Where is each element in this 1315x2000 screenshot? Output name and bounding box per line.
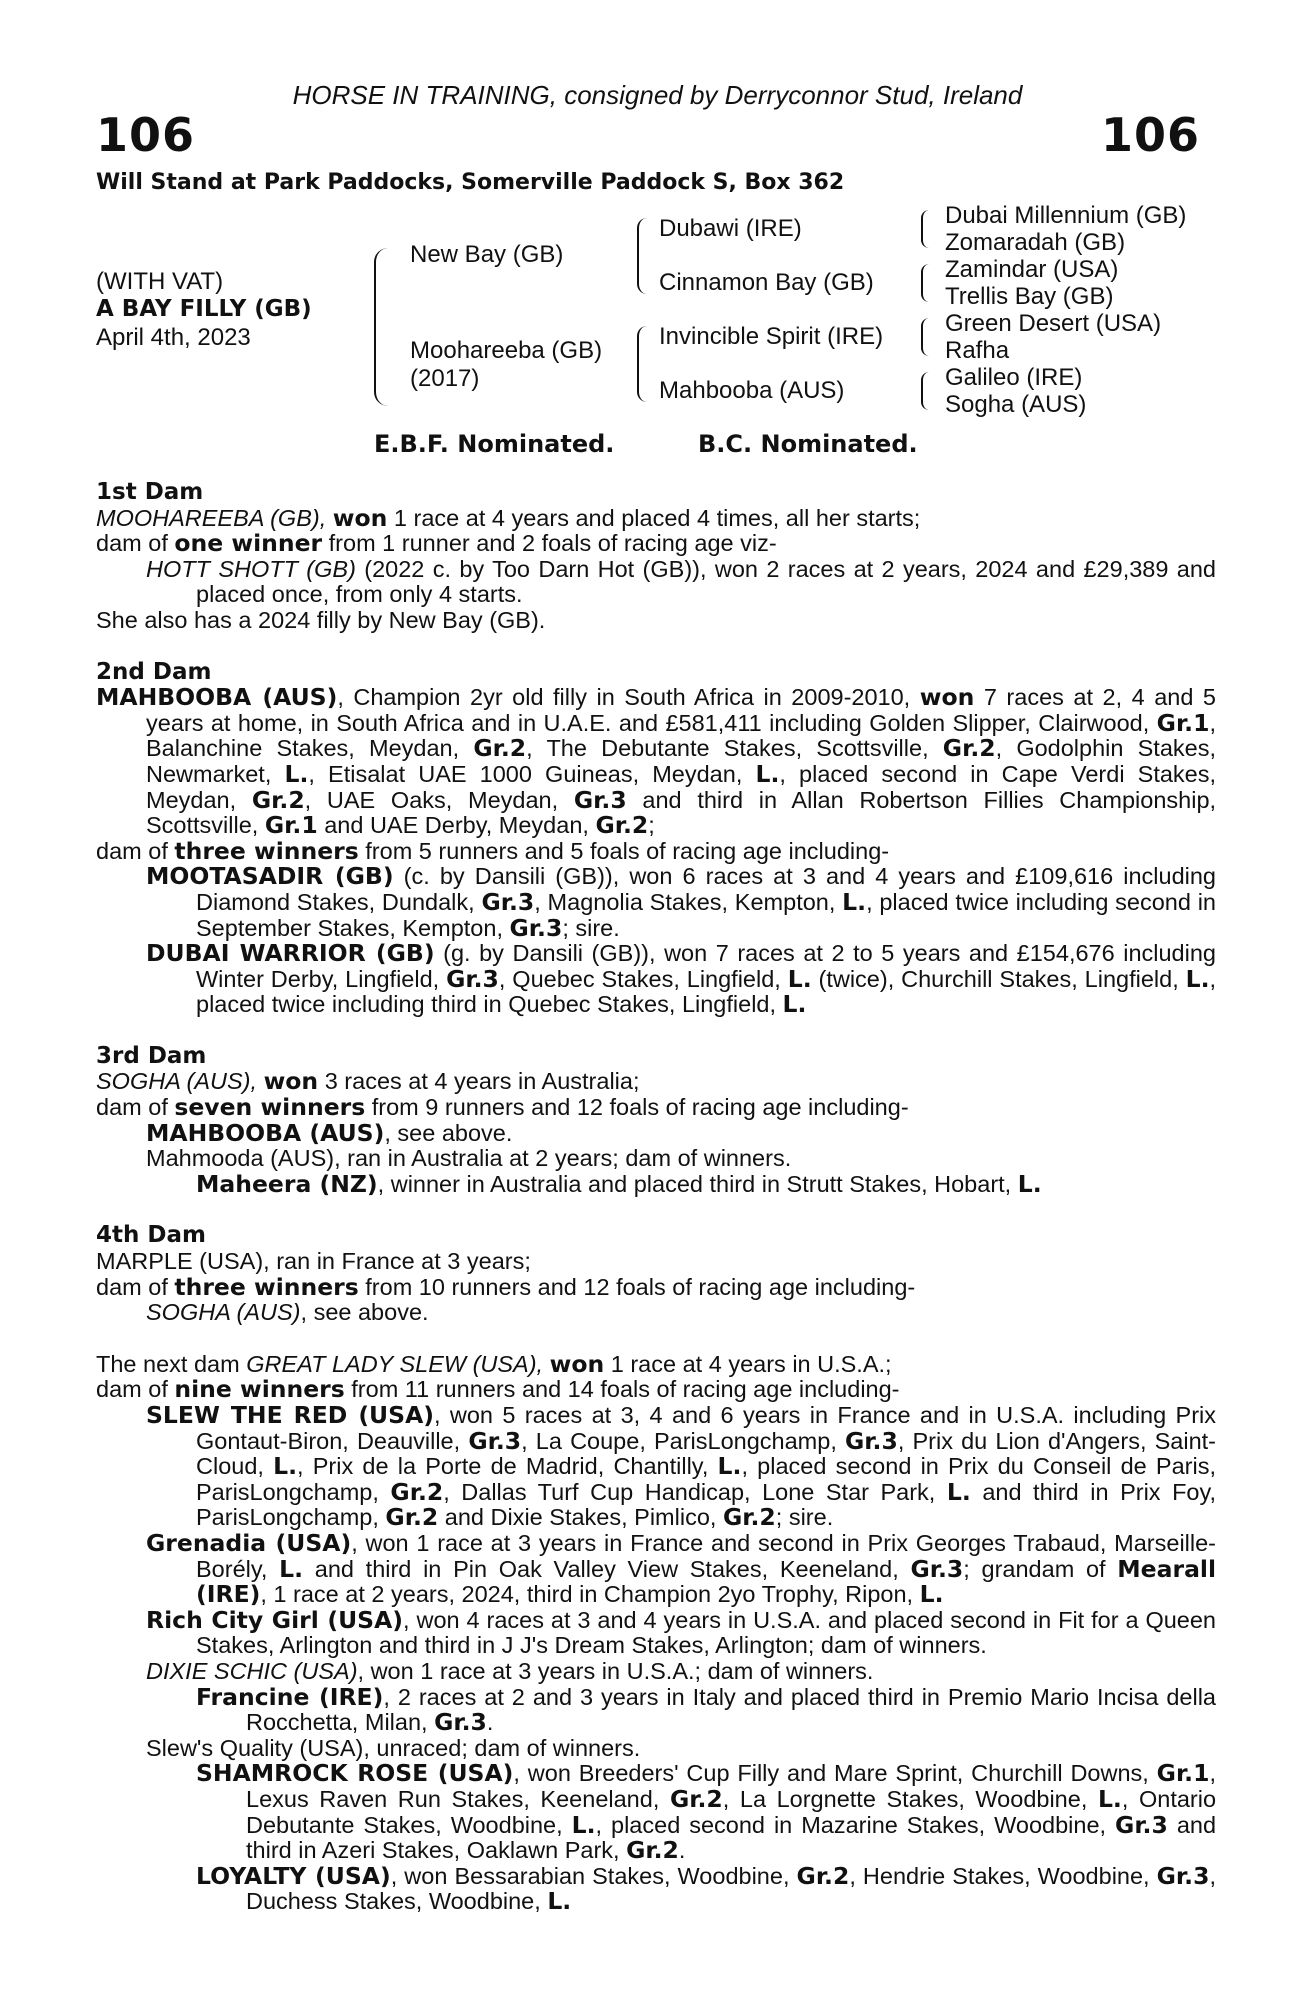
bold-text: Gr.2 <box>796 1861 850 1890</box>
bold-text: nine winners <box>174 1375 345 1404</box>
bold-text: MAHBOOBA (AUS) <box>96 683 338 712</box>
first-dam-progeny <box>96 557 1216 608</box>
text-run: and third in Azeri Stakes, Oaklawn Park, <box>246 1811 1217 1864</box>
text-run: and UAE Derby, Meydan, <box>324 812 589 839</box>
text-run: (g. by Dansili (GB)), won 7 races at 2 to 5 years and £154,676 including Winter Derby, Lingfield, <box>196 940 1216 992</box>
text-run: , placed twice including third in Quebec Stakes, Lingfield, <box>196 965 1217 1018</box>
bold-text: MAHBOOBA (AUS) <box>146 1118 385 1147</box>
bold-text: Gr.1 <box>264 811 318 840</box>
bold-text: L. <box>571 1810 596 1839</box>
sss: Dubai Millennium (GB) <box>945 202 1187 229</box>
bold-text: L. <box>946 1477 971 1506</box>
text-run: , Balanchine Stakes, Meydan, <box>146 709 1216 762</box>
progeny-mootasadir <box>96 864 1216 941</box>
text-run: , won 5 races at 3, 4 and 6 years in France and in U.S.A. including Prix Gontaut-Biron, Deauville, <box>196 1402 1217 1454</box>
text-run: . <box>678 1837 686 1864</box>
brace-main <box>374 248 388 406</box>
bold-text: won <box>919 683 975 712</box>
bold-text: won <box>263 1067 319 1096</box>
bold-text: L. <box>279 1554 304 1583</box>
progeny-francine <box>96 1682 1217 1737</box>
first-dam-produce <box>96 531 1216 557</box>
dds: Galileo (IRE) <box>945 364 1083 391</box>
bold-text: Gr.2 <box>669 1784 723 1813</box>
text-run: , 1 race at 2 years, 2024, third in Champion 2yo Trophy, Ripon, <box>260 1581 914 1608</box>
bold-text: Gr.3 <box>910 1554 964 1583</box>
bold-text: one winner <box>174 529 323 558</box>
text-run: ; sire. <box>775 1504 834 1531</box>
brace-sd <box>921 264 929 302</box>
consignment-line: HORSE IN TRAINING, consigned by Derryconnor Stud, Ireland <box>292 80 1023 110</box>
bold-text: Gr.2 <box>385 1503 439 1532</box>
italic-text: GREAT LADY SLEW (USA), <box>246 1350 544 1377</box>
text-run: , Champion 2yr old filly in South Africa in 2009-2010, <box>337 684 911 711</box>
text-run: , Magnolia Stakes, Kempton, <box>534 888 836 915</box>
sds: Zamindar (USA) <box>945 256 1119 283</box>
progeny-maheera <box>96 1169 1216 1198</box>
stand-location: Will Stand at Park Paddocks, Somerville Paddock S, Box 362 <box>96 170 845 195</box>
progeny-shamrock-rose <box>96 1761 1216 1863</box>
bold-text: Gr.2 <box>626 1836 679 1865</box>
bold-text: won <box>332 503 388 532</box>
ssd: Zomaradah (GB) <box>945 229 1126 256</box>
text-run: The next dam <box>96 1350 240 1377</box>
text-run: 1 race at 4 years in U.S.A.; <box>610 1350 892 1377</box>
progeny-dixie-schic <box>96 1659 1216 1685</box>
fourth-dam-heading: 4th Dam <box>96 1222 206 1249</box>
text-run: 1 race at 4 years and placed 4 times, all her starts; <box>393 504 921 531</box>
bold-text: seven winners <box>174 1093 366 1122</box>
progeny-loyalty <box>96 1861 1216 1916</box>
text-run: , Quebec Stakes, Lingfield, <box>498 965 781 992</box>
text-run: 7 races at 2, 4 and 5 years at home, in South Africa and in U.A.E. and £581,411 including Golden Slipper, Clairwood, <box>146 684 1216 736</box>
text-run: , 2 races at 2 and 3 years in Italy and placed third in Premio Mario Incisa della Rocchetta, Milan, <box>246 1683 1217 1736</box>
bold-text: L. <box>284 759 309 788</box>
bold-text: L. <box>1097 1784 1122 1813</box>
progeny-mahbooba <box>96 1118 1216 1147</box>
text-run: , Hendrie Stakes, Woodbine, <box>849 1862 1150 1889</box>
ddd: Sogha (AUS) <box>945 391 1087 418</box>
text-run: , placed second in Mazarine Stakes, Woodbine, <box>595 1811 1107 1838</box>
bold-text: Gr.2 <box>942 734 996 763</box>
dam-sire: Invincible Spirit (IRE) <box>659 323 884 350</box>
brace-ds <box>921 318 929 356</box>
bold-text: three winners <box>174 836 359 865</box>
text-run: , Lexus Raven Run Stakes, Keeneland, <box>246 1760 1216 1812</box>
text-run: (c. by Dansili (GB)), won 6 races at 3 and 4 years and £109,616 including Diamond Stakes, Dundalk, <box>196 863 1217 915</box>
italic-text: HOTT SHOTT (GB) <box>146 555 356 582</box>
progeny-slews-quality: Slew's Quality (USA), unraced; dam of winners. <box>146 1734 641 1761</box>
text-run: , Etisalat UAE 1000 Guineas, Meydan, <box>308 760 743 787</box>
bold-text: Gr.3 <box>509 913 563 942</box>
bold-text: L. <box>547 1887 572 1916</box>
text-run: , see above. <box>384 1119 513 1146</box>
text-run: (twice), Churchill Stakes, Lingfield, <box>818 965 1179 992</box>
text-run: . <box>486 1709 494 1736</box>
third-dam-line <box>96 1069 1216 1095</box>
text-run: dam of <box>96 1094 168 1121</box>
text-run: (2022 c. by Too Darn Hot (GB)), won 2 races at 2 years, 2024 and £29,389 and placed once, from only 4 starts. <box>196 555 1216 608</box>
bold-text: SLEW THE RED (USA) <box>146 1401 434 1429</box>
text-run: , won 4 races at 3 and 4 years in U.S.A. and placed second in Fit for a Queen Stakes, Arlington and third in J J's Dream Stakes, Arlington; dam of winners. <box>196 1606 1216 1659</box>
bold-text: Gr.1 <box>1156 708 1210 737</box>
ebf-nomination: E.B.F. Nominated. <box>374 430 615 458</box>
bold-text: Mearall (IRE) <box>196 1554 1217 1609</box>
horse-name: A BAY FILLY (GB) <box>96 296 312 322</box>
text-run: , Dallas Turf Cup Handicap, Lone Star Park, <box>443 1478 936 1505</box>
bold-text: Gr.3 <box>573 785 627 814</box>
text-run: dam of <box>96 837 168 864</box>
bold-text: Rich City Girl (USA) <box>146 1605 404 1634</box>
text-run: , Prix de la Porte de Madrid, Chantilly, <box>297 1453 709 1480</box>
bold-text: L. <box>755 759 780 788</box>
text-run: from 10 runners and 12 foals of racing age including- <box>365 1273 916 1300</box>
first-dam-heading: 1st Dam <box>96 479 204 505</box>
second-dam-record <box>96 685 1216 839</box>
vat-note: (WITH VAT) <box>96 268 224 295</box>
text-run: ; sire. <box>562 914 620 941</box>
third-dam-heading: 3rd Dam <box>96 1042 207 1069</box>
text-run: and Dixie Stakes, Pimlico, <box>444 1504 717 1531</box>
brace-sire <box>637 218 647 294</box>
bold-text: Francine (IRE) <box>196 1682 384 1711</box>
next-dam-line <box>96 1349 1216 1378</box>
bc-nomination: B.C. Nominated. <box>698 430 918 458</box>
dam-name: Moohareeba (GB) <box>410 337 603 364</box>
fourth-dam-line: MARPLE (USA), ran in France at 3 years; <box>96 1248 531 1275</box>
text-run: from 1 runner and 2 foals of racing age viz- <box>328 530 777 557</box>
bold-text: Maheera (NZ) <box>196 1169 378 1198</box>
bold-text: L. <box>787 964 812 993</box>
progeny-dubai-warrior <box>96 941 1216 1018</box>
text-run: , won Breeders' Cup Filly and Mare Sprint, Churchill Downs, <box>513 1760 1149 1787</box>
bold-text: Gr.2 <box>251 785 305 814</box>
bold-text: DUBAI WARRIOR (GB) <box>146 939 435 968</box>
text-run: and third in Pin Oak Valley View Stakes, Keeneland, <box>314 1555 899 1582</box>
text-run: and third in Allan Robertson Fillies Championship, Scottsville, <box>146 786 1217 839</box>
text-run: , La Coupe, ParisLongchamp, <box>521 1427 837 1454</box>
italic-text: SOGHA (AUS) <box>146 1299 301 1326</box>
sire-sire: Dubawi (IRE) <box>659 215 802 242</box>
text-run: from 5 runners and 5 foals of racing age including- <box>365 837 890 864</box>
text-run: , Ontario Debutante Stakes, Woodbine, <box>246 1785 1217 1838</box>
text-run: 3 races at 4 years in Australia; <box>324 1068 640 1095</box>
bold-text: Gr.3 <box>434 1708 487 1737</box>
text-run: dam of <box>96 1376 168 1403</box>
bold-text: Gr.3 <box>481 887 535 916</box>
brace-dam <box>637 326 647 402</box>
text-run: , Prix du Lion d'Angers, Saint-Cloud, <box>196 1427 1217 1480</box>
text-run: , winner in Australia and placed third in Strutt Stakes, Hobart, <box>377 1170 1012 1197</box>
text-run: , placed twice including second in September Stakes, Kempton, <box>196 888 1216 941</box>
bold-text: Gr.2 <box>722 1503 776 1532</box>
text-run: from 11 runners and 14 foals of racing age including- <box>351 1376 900 1403</box>
dss: Green Desert (USA) <box>945 310 1162 337</box>
text-run: , placed second in Cape Verdi Stakes, Meydan, <box>146 760 1217 813</box>
bold-text: Gr.1 <box>1156 1759 1210 1788</box>
text-run: , The Debutante Stakes, Scottsville, <box>526 735 929 762</box>
brace-dd <box>921 372 929 410</box>
bold-text: three winners <box>174 1272 359 1301</box>
progeny-slew-the-red <box>96 1403 1216 1531</box>
bold-text: Gr.3 <box>468 1426 522 1455</box>
bold-text: Gr.2 <box>473 734 527 763</box>
next-dam-produce <box>96 1377 1216 1403</box>
sire-dam: Cinnamon Bay (GB) <box>659 269 874 296</box>
bold-text: L. <box>782 990 807 1019</box>
fourth-dam-produce <box>96 1272 1216 1301</box>
lot-number-left: 106 <box>96 108 196 162</box>
text-run: , placed second in Prix du Conseil de Paris, ParisLongchamp, <box>196 1453 1216 1505</box>
bold-text: Gr.2 <box>595 811 649 840</box>
text-run: , Godolphin Stakes, Newmarket, <box>146 735 1217 787</box>
bold-text: L. <box>273 1452 298 1481</box>
bold-text: L. <box>717 1452 742 1481</box>
text-run: , Duchess Stakes, Woodbine, <box>246 1862 1216 1915</box>
bold-text: SHAMROCK ROSE (USA) <box>196 1759 514 1788</box>
bold-text: Gr.2 <box>390 1477 444 1506</box>
bold-text: L. <box>919 1580 944 1609</box>
text-run: dam of <box>96 1273 168 1300</box>
second-dam-produce <box>96 836 1216 865</box>
first-dam-note: She also has a 2024 filly by New Bay (GB). <box>96 606 546 633</box>
bold-text: L. <box>842 887 867 916</box>
text-run: , won Bessarabian Stakes, Woodbine, <box>390 1862 790 1889</box>
bold-text: L. <box>1185 964 1210 993</box>
bold-text: Gr.3 <box>446 964 499 993</box>
progeny-mahmooda: Mahmooda (AUS), ran in Australia at 2 years; dam of winners. <box>146 1145 792 1172</box>
progeny-grenadia <box>96 1528 1217 1609</box>
second-dam-heading: 2nd Dam <box>96 658 212 685</box>
bold-text: Gr.3 <box>845 1426 898 1455</box>
bold-text: won <box>549 1349 605 1378</box>
first-dam-line <box>96 503 1216 532</box>
text-run: , see above. <box>300 1299 429 1326</box>
text-run: , UAE Oaks, Meydan, <box>304 786 559 813</box>
italic-text: MOOHAREEBA (GB), <box>96 504 327 531</box>
progeny-sogha <box>96 1300 1216 1326</box>
text-run: , won 1 race at 3 years in U.S.A.; dam of winners. <box>357 1657 874 1684</box>
bold-text: Gr.3 <box>1115 1810 1168 1839</box>
bold-text: MOOTASADIR (GB) <box>146 862 394 891</box>
dsd: Rafha <box>945 337 1010 364</box>
text-run: from 9 runners and 12 foals of racing age including- <box>371 1094 909 1121</box>
foaling-date: April 4th, 2023 <box>96 324 251 351</box>
sire: New Bay (GB) <box>410 241 564 268</box>
progeny-rich-city-girl <box>96 1605 1216 1659</box>
text-run: and third in Prix Foy, ParisLongchamp, <box>196 1478 1217 1531</box>
italic-text: SOGHA (AUS), <box>96 1068 258 1095</box>
italic-text: DIXIE SCHIC (USA) <box>146 1657 358 1684</box>
text-run: , won 1 race at 3 years in France and second in Prix Georges Trabaud, Marseille-Borély, <box>196 1529 1217 1582</box>
third-dam-produce <box>96 1095 1216 1121</box>
text-run: ; grandam of <box>963 1555 1106 1582</box>
dam-year: (2017) <box>410 365 480 392</box>
sdd: Trellis Bay (GB) <box>945 283 1114 310</box>
text-run: dam of <box>96 530 168 557</box>
dam-dam: Mahbooba (AUS) <box>659 377 845 404</box>
text-run: , La Lorgnette Stakes, Woodbine, <box>722 1785 1088 1812</box>
brace-ss <box>921 210 929 248</box>
bold-text: LOYALTY (USA) <box>196 1861 391 1890</box>
bold-text: L. <box>1017 1169 1042 1198</box>
bold-text: Gr.3 <box>1156 1861 1210 1890</box>
catalogue-body <box>96 480 1216 1915</box>
text-run: ; <box>648 812 655 839</box>
bold-text: Grenadia (USA) <box>146 1528 352 1557</box>
lot-number-right: 106 <box>1100 108 1200 162</box>
